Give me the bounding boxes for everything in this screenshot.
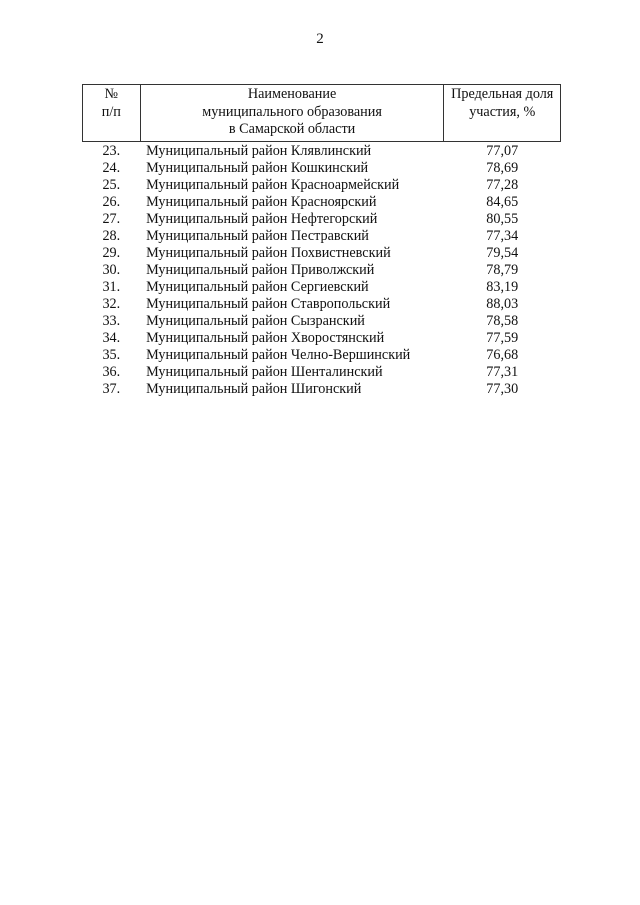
row-share-value: 80,55 [486, 210, 519, 227]
row-share-value: 77,28 [486, 176, 519, 193]
row-number: 34. [102, 329, 121, 346]
row-municipality-name: Муниципальный район Хворостянский [146, 329, 385, 346]
table-header-row [83, 85, 561, 142]
row-number: 36. [102, 363, 121, 380]
row-number: 25. [102, 176, 121, 193]
row-municipality-name: Муниципальный район Челно-Вершинский [146, 346, 411, 363]
table-row [83, 313, 561, 330]
row-share-value: 83,19 [486, 278, 519, 295]
table-row [83, 279, 561, 296]
municipal-share-table [82, 84, 561, 398]
row-number: 32. [102, 295, 121, 312]
row-share-value: 77,31 [486, 363, 519, 380]
row-municipality-name: Муниципальный район Красноармейский [146, 176, 400, 193]
table-row [83, 228, 561, 245]
row-share-value: 76,68 [486, 346, 519, 363]
header-name [140, 85, 444, 142]
row-municipality-name: Муниципальный район Приволжский [146, 261, 375, 278]
row-number: 29. [102, 244, 121, 261]
row-number: 31. [102, 278, 121, 295]
row-share-value: 88,03 [486, 295, 519, 312]
row-number: 24. [102, 159, 121, 176]
row-municipality-name: Муниципальный район Пестравский [146, 227, 369, 244]
row-number: 26. [102, 193, 121, 210]
table-row [83, 347, 561, 364]
table-row [83, 262, 561, 279]
page-number: 2 [316, 31, 324, 47]
row-municipality-name: Муниципальный район Кошкинский [146, 159, 369, 176]
row-share-value: 79,54 [486, 244, 519, 261]
table-row [83, 245, 561, 262]
row-municipality-name: Муниципальный район Ставропольский [146, 295, 391, 312]
row-municipality-name: Муниципальный район Нефтегорский [146, 210, 378, 227]
header-name-line: Наименование [247, 86, 337, 102]
header-name-line: муниципального образования [202, 103, 382, 120]
table-header [83, 85, 561, 142]
header-number-line: № [104, 86, 119, 102]
row-municipality-name: Муниципальный район Сергиевский [146, 278, 369, 295]
row-share-value: 78,58 [486, 312, 519, 329]
row-share-value: 77,30 [486, 380, 519, 397]
table-body [83, 141, 561, 398]
row-number: 33. [102, 312, 121, 329]
header-share-line: участия, % [469, 103, 536, 120]
row-number: 28. [102, 227, 121, 244]
row-number: 35. [102, 346, 121, 363]
header-share [444, 85, 561, 142]
table-row [83, 381, 561, 398]
table-row [83, 211, 561, 228]
header-share-line: Предельная доля [451, 86, 554, 102]
table-row [83, 364, 561, 381]
row-municipality-name: Муниципальный район Похвистневский [146, 244, 391, 261]
header-name-line: в Самарской области [228, 121, 356, 137]
row-share-value: 77,34 [486, 227, 519, 244]
table-row [83, 330, 561, 347]
row-share-value: 78,79 [486, 261, 519, 278]
row-share-value: 84,65 [486, 193, 519, 210]
row-share-value: 78,69 [486, 159, 519, 176]
table-row [83, 296, 561, 313]
table-row [83, 160, 561, 177]
header-number [83, 85, 141, 142]
row-number: 30. [102, 261, 121, 278]
table-row [83, 177, 561, 194]
table-row [83, 141, 561, 160]
row-number: 37. [102, 380, 121, 397]
row-municipality-name: Муниципальный район Шигонский [146, 380, 362, 397]
row-municipality-name: Муниципальный район Шенталинский [146, 363, 383, 380]
header-number-line: п/п [101, 103, 121, 120]
row-municipality-name: Муниципальный район Сызранский [146, 312, 365, 329]
row-share-value: 77,07 [486, 142, 519, 159]
row-number: 23. [102, 142, 121, 159]
row-municipality-name: Муниципальный район Красноярский [146, 193, 377, 210]
row-number: 27. [102, 210, 121, 227]
row-share-value: 77,59 [486, 329, 519, 346]
row-municipality-name: Муниципальный район Клявлинский [146, 142, 372, 159]
table-row [83, 194, 561, 211]
